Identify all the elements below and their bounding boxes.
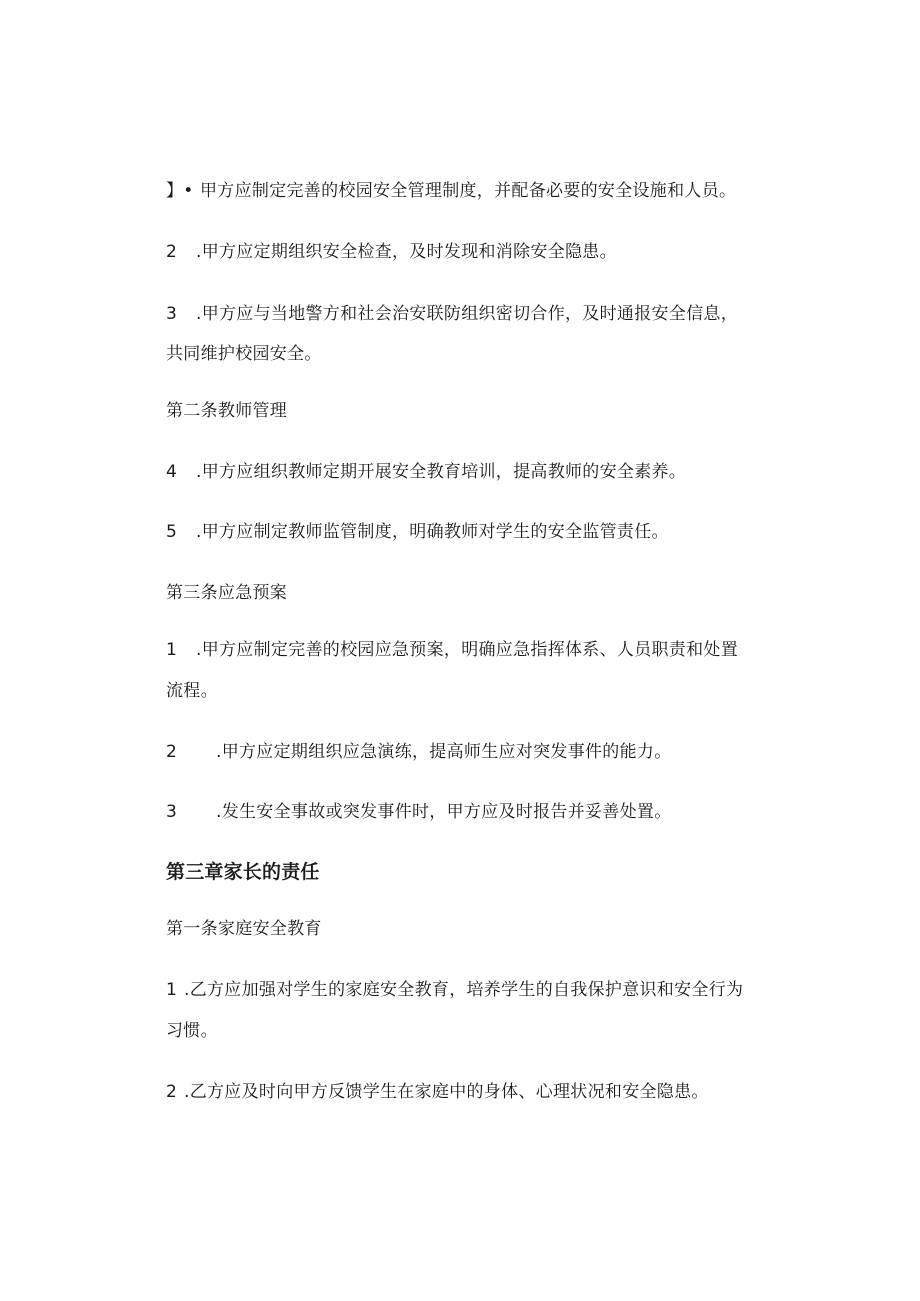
article-title xyxy=(166,400,287,422)
article-title-text: 第三条应急预案 xyxy=(166,583,288,603)
chapter-title-text: 第三章家长的责任 xyxy=(166,861,320,883)
list-text: .甲方应制定完善的校园应急预案，明确应急指挥体系、人员职责和处置 xyxy=(196,640,739,660)
list-text: 甲方应制定完善的校园安全管理制度，并配备必要的安全设施和人员。 xyxy=(200,181,737,201)
paragraph-text: 流程。 xyxy=(166,681,218,701)
paragraph-continuation xyxy=(166,343,322,365)
list-text: .甲方应定期组织应急演练，提高师生应对突发事件的能力。 xyxy=(216,742,672,762)
list-text: .发生安全事故或突发事件时，甲方应及时报告并妥善处置。 xyxy=(216,802,672,822)
list-number: 4 xyxy=(166,462,178,482)
list-item xyxy=(166,241,617,263)
list-item xyxy=(166,639,738,661)
list-item xyxy=(166,180,736,202)
list-item xyxy=(166,979,743,1001)
list-item xyxy=(166,741,672,763)
chapter-title xyxy=(166,861,320,883)
list-text: .甲方应与当地警方和社会治安联防组织密切合作，及时通报安全信息， xyxy=(196,304,739,324)
paragraph-text: 共同维护校园安全。 xyxy=(166,344,322,364)
list-number: 3 xyxy=(166,802,178,822)
article-title-text: 第一条家庭安全教育 xyxy=(166,919,322,939)
list-number: 】• xyxy=(166,181,194,201)
paragraph-text: 习惯。 xyxy=(166,1021,218,1041)
list-number: 1 xyxy=(166,980,178,1000)
list-number: 5 xyxy=(166,522,178,542)
list-item xyxy=(166,521,669,543)
article-title-text: 第二条教师管理 xyxy=(166,401,288,421)
list-item xyxy=(166,303,738,325)
paragraph-continuation xyxy=(166,1020,218,1042)
list-text: .乙方应加强对学生的家庭安全教育，培养学生的自我保护意识和安全行为 xyxy=(184,980,744,1000)
list-number: 3 xyxy=(166,304,178,324)
list-item xyxy=(166,1081,709,1103)
list-number: 2 xyxy=(166,1082,178,1102)
list-text: .甲方应组织教师定期开展安全教育培训，提高教师的安全素养。 xyxy=(196,462,687,482)
list-text: .甲方应定期组织安全检查，及时发现和消除安全隐患。 xyxy=(196,242,617,262)
list-item xyxy=(166,461,686,483)
article-title xyxy=(166,582,287,604)
list-item xyxy=(166,801,672,823)
article-title xyxy=(166,918,322,940)
list-number: 1 xyxy=(166,640,178,660)
list-text: .乙方应及时向甲方反馈学生在家庭中的身体、心理状况和安全隐患。 xyxy=(184,1082,709,1102)
list-number: 2 xyxy=(166,242,178,262)
list-number: 2 xyxy=(166,742,178,762)
list-text: .甲方应制定教师监管制度，明确教师对学生的安全监管责任。 xyxy=(196,522,669,542)
paragraph-continuation xyxy=(166,680,218,702)
